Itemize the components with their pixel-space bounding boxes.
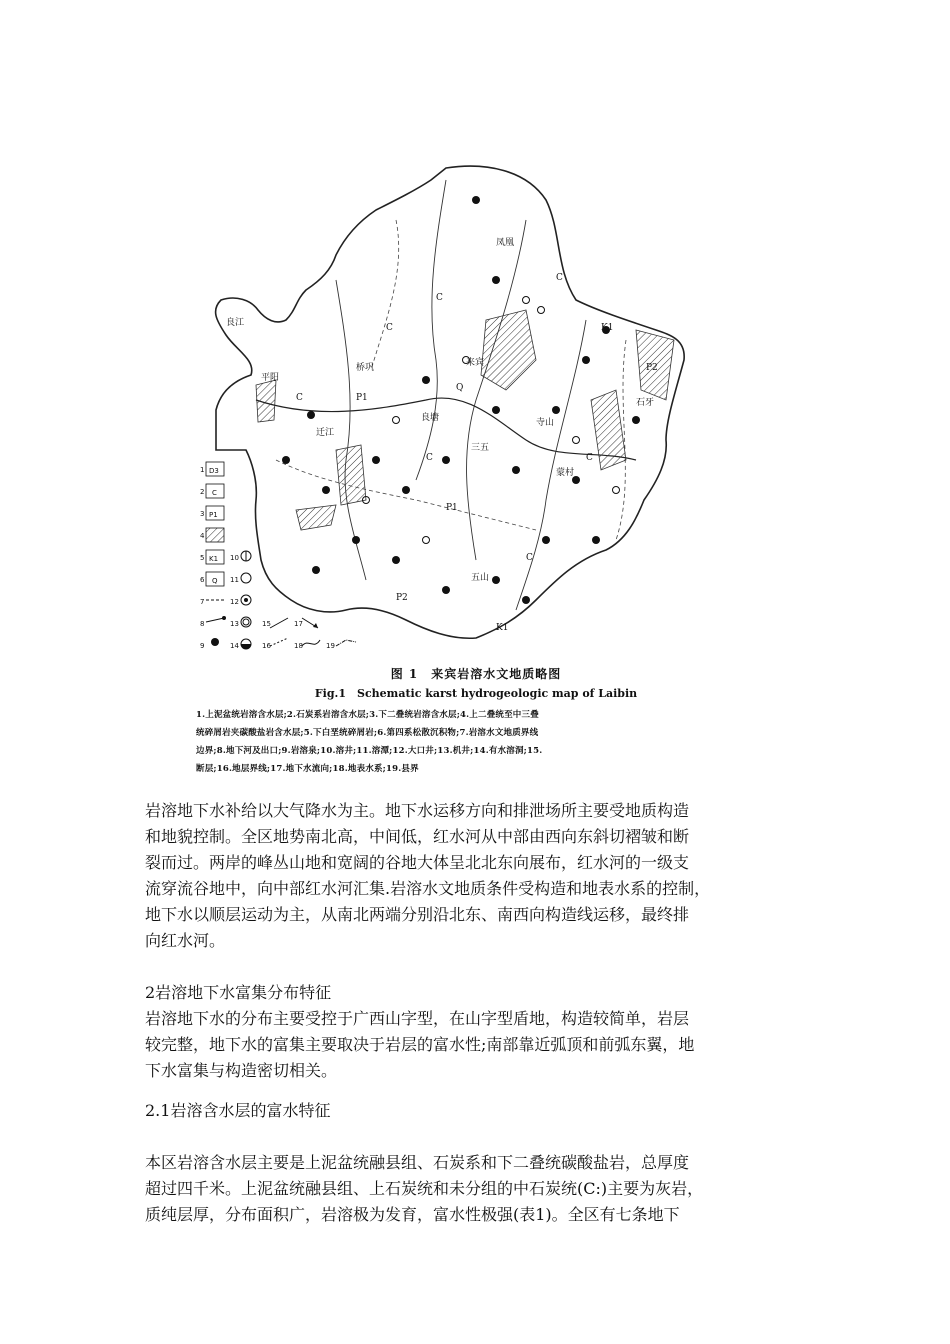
section-heading-2: 2岩溶地下水富集分布特征 (145, 983, 332, 1002)
section-heading-2-1: 2.1岩溶含水层的富水特征 (145, 1101, 331, 1120)
legend-item-12 (230, 595, 251, 606)
paragraph-distribution (145, 1006, 805, 1084)
svg-text:3: 3 (200, 510, 205, 518)
svg-text:10: 10 (230, 554, 239, 562)
map-label: P1 (356, 393, 368, 403)
map-label: K1 (496, 623, 509, 633)
svg-text:13: 13 (230, 620, 239, 628)
svg-text:11: 11 (230, 576, 239, 584)
hatched-area-1 (481, 310, 536, 390)
svg-text:18: 18 (294, 642, 303, 650)
legend (200, 462, 356, 650)
legend-item-15 (262, 618, 288, 628)
map-label: 良塘 (421, 413, 440, 423)
svg-text:5: 5 (200, 554, 205, 562)
text-line: 超过四千米。上泥盆统融县组、上石炭统和未分组的中石炭统(C:)主要为灰岩， (145, 1179, 704, 1198)
map-label: C (556, 273, 563, 283)
legend-item-11 (230, 573, 251, 584)
map-label: 平阳 (261, 373, 280, 383)
text-line: 地下水以顺层运动为主，从南北两端分别沿北东、南西向构造线运移，最终排 (145, 905, 690, 924)
svg-text:19: 19 (326, 642, 335, 650)
legend-item-13 (230, 617, 251, 628)
map-label: 良江 (226, 318, 245, 328)
svg-text:1: 1 (200, 466, 205, 474)
map-label: 凤凰 (496, 238, 515, 248)
legend-item-18 (294, 640, 320, 650)
legend-item-17 (294, 618, 318, 628)
map-labels (226, 237, 658, 633)
map-label: 来宾 (466, 358, 485, 368)
svg-text:12: 12 (230, 598, 239, 606)
map-label: 迁江 (316, 428, 335, 438)
legend-item-6 (200, 572, 224, 586)
legend-line: 统碎屑岩夹碳酸盐岩含水层;5.下白垩统碎屑岩;6.第四系松散沉积物;7.岩溶水文地质界线 (196, 728, 539, 738)
map-label: 五山 (471, 573, 490, 583)
svg-text:4: 4 (200, 532, 205, 540)
map-label: C (296, 393, 303, 403)
legend-item-3 (200, 506, 224, 520)
map-label: C (586, 453, 593, 463)
svg-text:D3: D3 (209, 467, 219, 475)
map-label: P1 (446, 503, 458, 513)
hydrogeologic-map (196, 160, 756, 660)
map-label: 三五 (471, 443, 490, 453)
map-label: K1 (601, 323, 614, 333)
map-label: C (526, 553, 533, 563)
legend-item-10 (230, 551, 251, 562)
river-branch-4 (336, 280, 366, 580)
svg-text:6: 6 (200, 576, 205, 584)
map-label: Q (456, 383, 464, 393)
text-line: 向红水河。 (145, 931, 226, 950)
legend-item-14 (230, 639, 251, 650)
text-line: 流穿流谷地中，向中部红水河汇集.岩溶水文地质条件受构造和地表水系的控制， (145, 879, 711, 898)
text-line: 较完整，地下水的富集主要取决于岩层的富水性;南部靠近弧顶和前弧东翼，地 (145, 1035, 695, 1054)
text-line: 和地貌控制。全区地势南北高，中间低，红水河从中部由西向东斜切褶皱和断 (145, 827, 690, 846)
river-branch-1 (416, 180, 446, 480)
legend-item-19 (326, 640, 356, 650)
legend-item-4 (200, 528, 224, 542)
map-label: P2 (646, 363, 658, 373)
legend-item-16 (262, 638, 288, 650)
legend-line: 边界;8.地下河及出口;9.岩溶泉;10.溶井;11.溶潭;12.大口井;13.机井;14.有水溶洞;15. (196, 746, 543, 756)
text-line: 下水富集与构造密切相关。 (145, 1061, 338, 1080)
legend-item-5 (200, 550, 224, 564)
svg-text:Q: Q (212, 577, 218, 585)
hatched-area-3 (591, 390, 626, 470)
svg-text:15: 15 (262, 620, 271, 628)
text-line: 裂而过。两岸的峰丛山地和宽阔的谷地大体呈北北东向展布，红水河的一级支 (145, 853, 690, 872)
svg-text:K1: K1 (209, 555, 219, 563)
svg-text:16: 16 (262, 642, 271, 650)
legend-line: 断层;16.地层界线;17.地下水流向;18.地表水系;19.县界 (196, 764, 419, 774)
boundary-line-2 (371, 220, 399, 370)
map-label: 石牙 (636, 398, 655, 408)
svg-text:C: C (212, 489, 217, 497)
svg-text:17: 17 (294, 620, 303, 628)
figure-1 (196, 160, 756, 780)
figure-title-en: Fig.1 Schematic karst hydrogeologic map of Laibin (314, 687, 638, 700)
text-line: 岩溶地下水的分布主要受控于广西山字型，在山字型盾地，构造较简单，岩层 (145, 1009, 690, 1028)
hatched-area-5 (296, 505, 336, 530)
svg-text:14: 14 (230, 642, 239, 650)
svg-text:9: 9 (200, 642, 205, 650)
svg-text:7: 7 (200, 598, 205, 606)
map-label: 蒙村 (556, 468, 575, 478)
paragraph-aquifers (145, 1150, 805, 1228)
svg-text:P1: P1 (209, 511, 218, 519)
figure-legend-text (196, 706, 756, 778)
legend-item-7 (200, 598, 224, 606)
legend-item-8 (200, 616, 226, 628)
svg-text:2: 2 (200, 488, 205, 496)
svg-text:8: 8 (200, 620, 205, 628)
text-line: 质纯层厚，分布面积广，岩溶极为发育，富水性极强(表1)。全区有七条地下 (145, 1205, 680, 1224)
river-branch-2 (467, 220, 526, 560)
map-label: P2 (396, 593, 408, 603)
legend-item-1 (200, 462, 224, 476)
legend-item-2 (200, 484, 224, 498)
hatched-area-4 (336, 445, 366, 505)
map-label: C (426, 453, 433, 463)
legend-item-9 (200, 638, 219, 650)
map-label: 桥巩 (356, 363, 375, 373)
map-label: C (386, 323, 393, 333)
map-label: C (436, 293, 443, 303)
legend-line: 1.上泥盆统岩溶含水层;2.石炭系岩溶含水层;3.下二叠统岩溶含水层;4.上二叠统至中三叠 (196, 710, 539, 720)
text-line: 本区岩溶含水层主要是上泥盆统融县组、石炭系和下二叠统碳酸盐岩，总厚度 (145, 1153, 690, 1172)
river-main (256, 398, 636, 460)
paragraph-recharge (145, 798, 805, 954)
map-label: 寺山 (536, 418, 555, 428)
figure-title: 图 1 来宾岩溶水文地质略图 (390, 667, 562, 681)
text-line: 岩溶地下水补给以大气降水为主。地下水运移方向和排泄场所主要受地质构造 (145, 801, 690, 820)
